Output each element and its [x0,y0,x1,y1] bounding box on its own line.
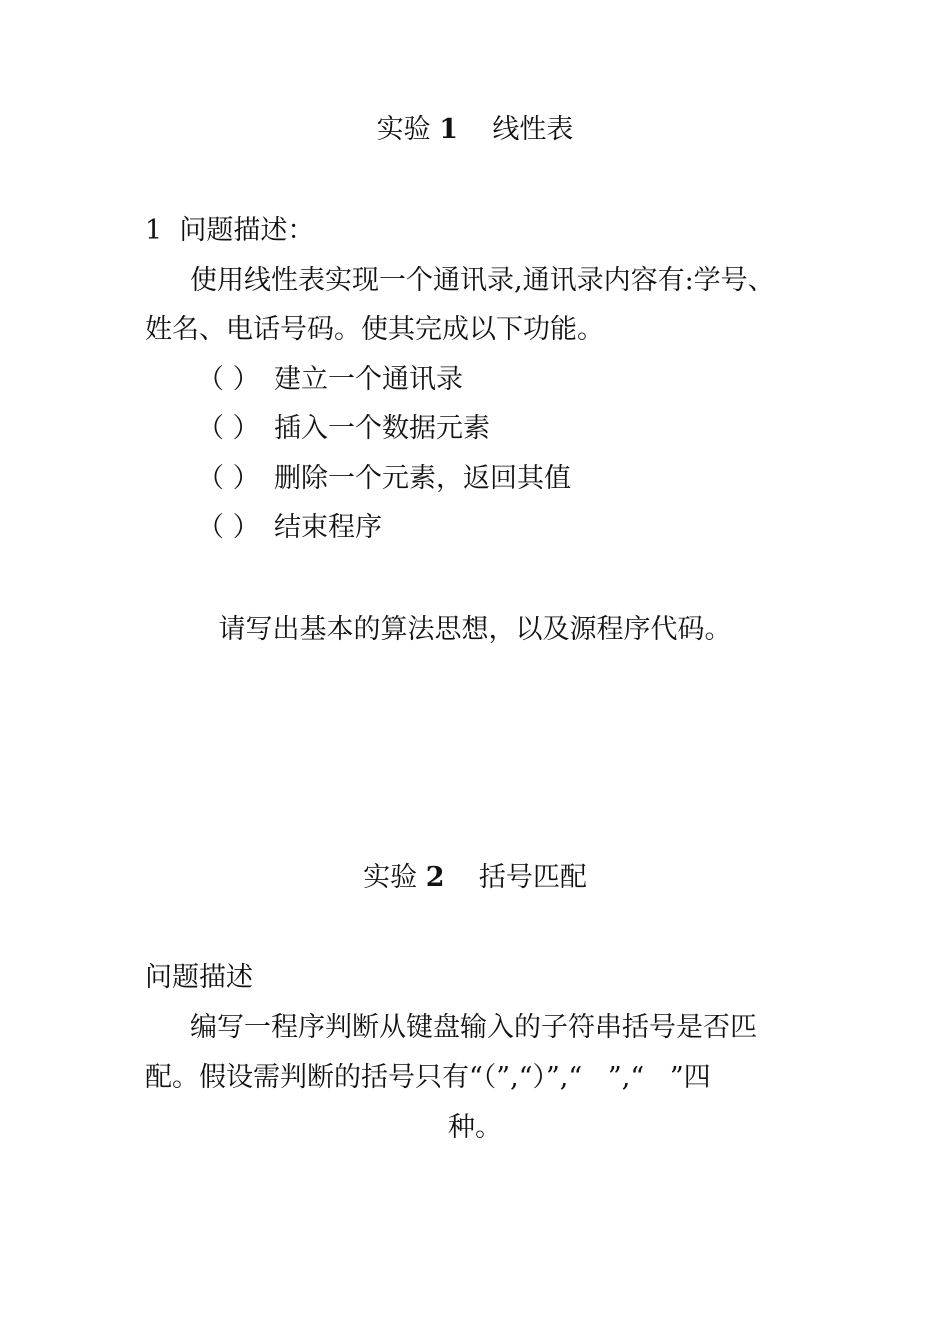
experiment-2-title-prefix: 实验 [363,862,418,893]
list-item-marker: （ ） [197,463,260,494]
experiment-2-paragraph-line-2: 配。假设需判断的括号只有“（”,“）”,“ ”,“ ”四 [145,1062,711,1093]
experiment-1-paragraph-line-2: 姓名、电话号码。使其完成以下功能。 [145,314,604,345]
list-item-marker: （ ） [197,413,260,444]
experiment-2-paragraph-line-1: 编写一程序判断从键盘输入的子符串括号是否匹 [190,1012,757,1043]
list-item-marker: （ ） [197,364,260,395]
experiment-2-title [0,860,950,896]
list-item-text: 删除一个元素，返回其值 [274,463,571,494]
experiment-2-paragraph-line-3: 种。 [448,1112,502,1143]
list-item-text: 结束程序 [274,512,382,543]
list-item-text: 建立一个通讯录 [274,364,463,395]
experiment-1-title [0,112,950,148]
experiment-1-request: 请写出基本的算法思想，以及源程序代码。 [218,614,732,645]
experiment-2-section-heading: 问题描述 [145,962,253,993]
list-item-text: 插入一个数据元素 [274,413,490,444]
experiment-2-title-number: 2 [425,862,445,893]
experiment-1-title-name: 线性表 [492,114,574,145]
list-item-marker: （ ） [197,512,260,543]
experiment-1-section-heading: 1 问题描述： [145,215,315,246]
experiment-1-paragraph-line-1: 使用线性表实现一个通讯录,通讯录内容有:学号、 [190,265,775,296]
experiment-1-title-prefix: 实验 [376,114,431,145]
experiment-1-title-number: 1 [439,114,459,145]
experiment-2-title-name: 括号匹配 [478,862,587,893]
